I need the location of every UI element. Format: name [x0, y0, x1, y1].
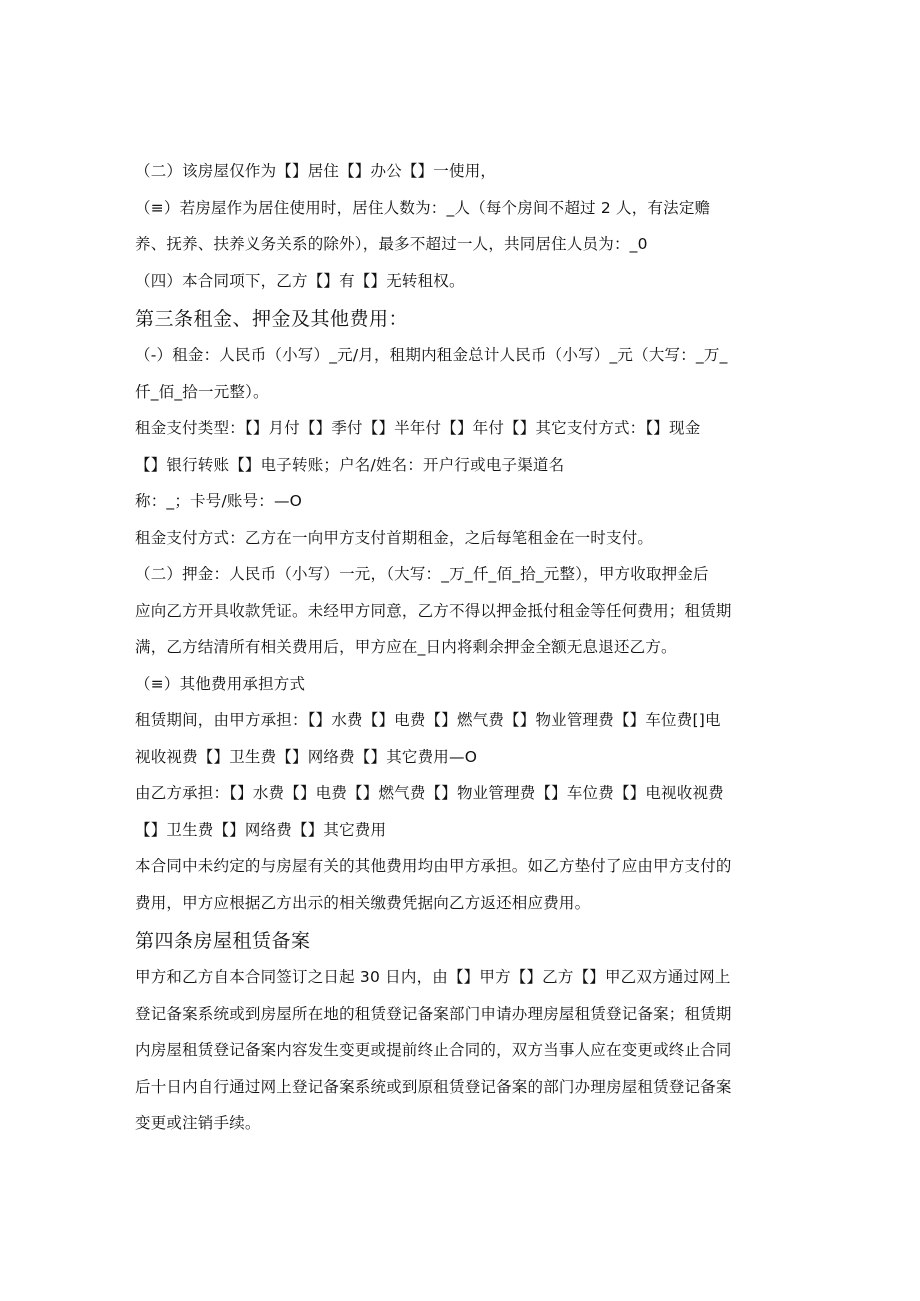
- document-body: [135, 153, 785, 1142]
- unspecified-fees-line-1: 本合同中未约定的与房屋有关的其他费用均由甲方承担。如乙方垫付了应由甲方支付的: [135, 857, 732, 875]
- rent-payment-method: 租金支付方式：乙方在一向甲方支付首期租金，之后每笔租金在一时支付。: [135, 528, 654, 547]
- unspecified-fees-line-2: 费用，甲方应根据乙方出示的相关缴费凭据向乙方返还相应费用。: [135, 893, 591, 912]
- landlord-fees-line-1: 租赁期间，由甲方承担：【】水费【】电费【】燃气费【】物业管理费【】车位费[]电: [135, 711, 721, 729]
- tenant-fees-line-1: 由乙方承担：【】水费【】电费【】燃气费【】物业管理费【】车位费【】电视收视费: [135, 784, 724, 802]
- tenant-fees-line-2: 【】卫生费【】网络费【】其它费用: [135, 820, 387, 839]
- rent-line-1: （-）租金：人民币（小写）_元/月，租期内租金总计人民币（小写）_元（大写：_万_: [135, 346, 728, 364]
- clause-2-item-4: （四）本合同项下，乙方【】有【】无转租权。: [135, 271, 465, 290]
- filing-line-1: 甲方和乙方自本合同签订之日起 30 日内，由【】甲方【】乙方【】甲乙双方通过网上: [135, 968, 731, 986]
- landlord-fees-line-2: 视收视费【】卫生费【】网络费【】其它费用—O: [135, 747, 478, 766]
- clause-2-item-2: （二）该房屋仅作为【】居住【】办公【】一使用，: [135, 162, 497, 180]
- rent-line-2: 仟_佰_拾一元整）。: [135, 382, 269, 401]
- other-fees-heading: （≡）其他费用承担方式: [135, 674, 306, 693]
- filing-line-2: 登记备案系统或到房屋所在地的租赁登记备案部门申请办理房屋租赁登记备案；租赁期: [135, 1004, 732, 1023]
- rent-payment-type-line-2: 【】银行转账【】电子转账；户名/姓名：开户行或电子渠道名: [135, 455, 565, 474]
- deposit-line-1: （二）押金：人民币（小写）一元，（大写：_万_仟_佰_拾_元整），甲方收取押金后: [135, 565, 709, 583]
- filing-line-4: 后十日内自行通过网上登记备案系统或到原租赁登记备案的部门办理房屋租赁登记备案: [135, 1077, 732, 1096]
- clause-2-item-3-line-1: （≡）若房屋作为居住使用时，居住人数为：_人（每个房间不超过 2 人，有法定赡: [135, 198, 711, 217]
- deposit-line-3: 满，乙方结清所有相关费用后，甲方应在_日内将剩余押金全额无息退还乙方。: [135, 638, 677, 656]
- clause-2-item-3-line-2: 养、抚养、扶养义务关系的除外），最多不超过一人，共同居住人员为：_0: [135, 235, 648, 253]
- filing-line-3: 内房屋租赁登记备案内容发生变更或提前终止合同的，双方当事人应在变更或终止合同: [135, 1041, 732, 1059]
- article-4-heading: 第四条房屋租赁备案: [135, 930, 311, 952]
- rent-payment-type-line-3: 称：_；卡号/账号：—O: [135, 492, 303, 510]
- filing-line-5: 变更或注销手续。: [135, 1114, 261, 1132]
- rent-payment-type-line-1: 租金支付类型：【】月付【】季付【】半年付【】年付【】其它支付方式：【】现金: [135, 419, 701, 437]
- article-3-heading: 第三条租金、押金及其他费用：: [135, 308, 409, 330]
- deposit-line-2: 应向乙方开具收款凭证。未经甲方同意，乙方不得以押金抵付租金等任何费用；租赁期: [135, 601, 732, 620]
